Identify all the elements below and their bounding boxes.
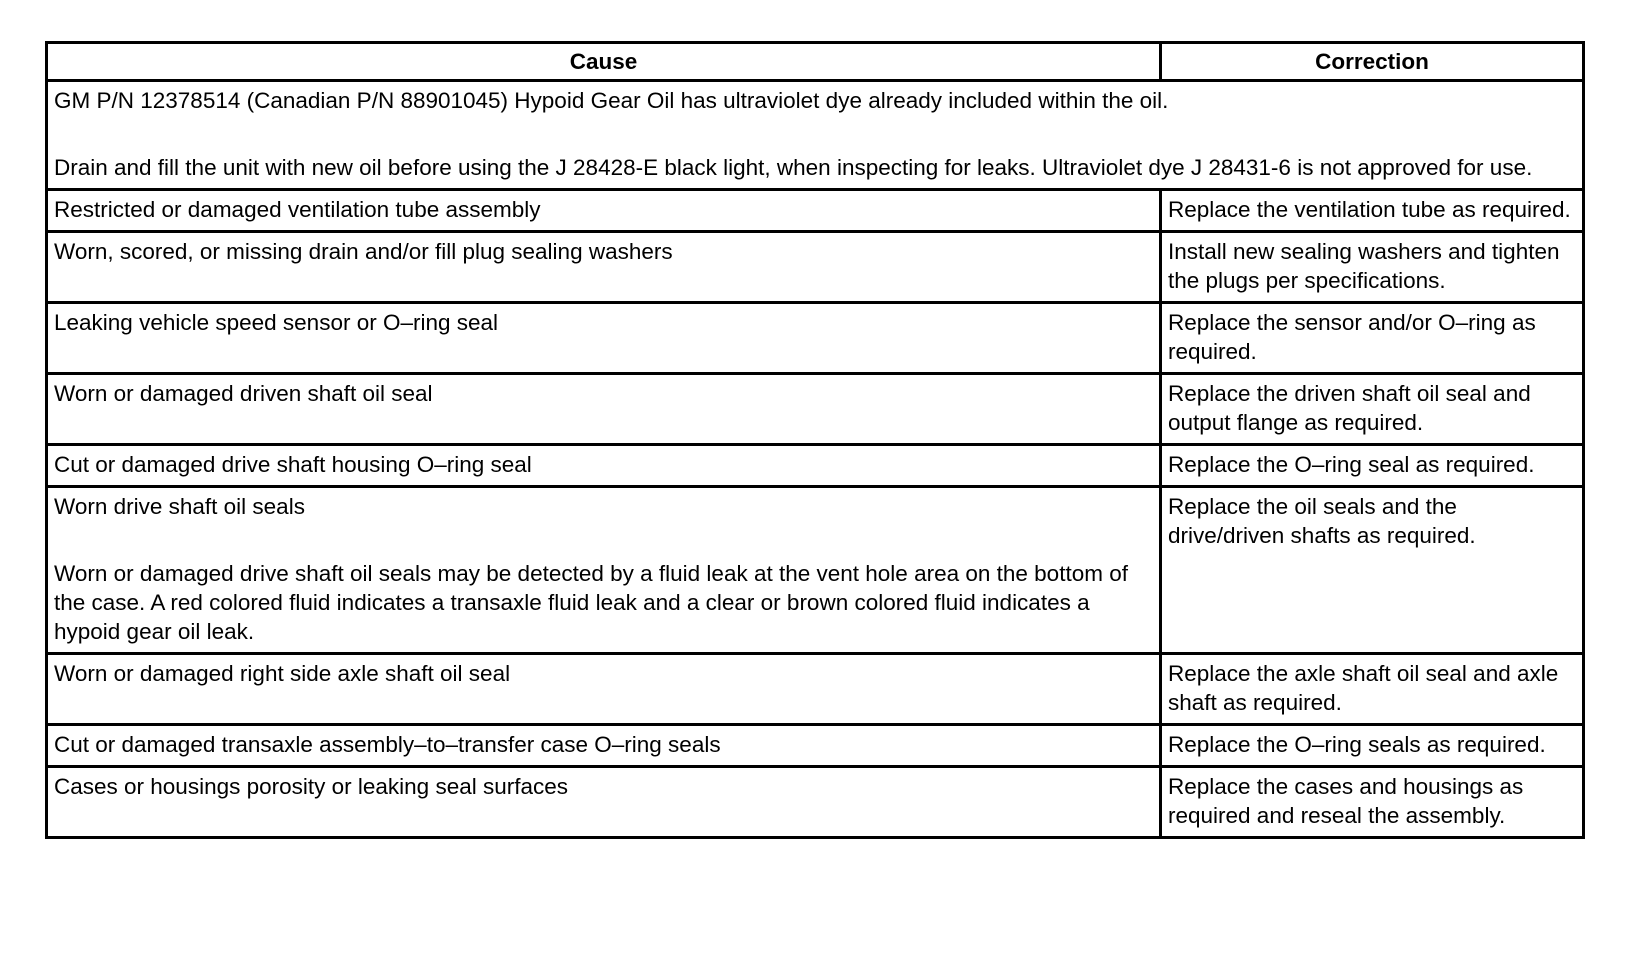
cause-cell: Restricted or damaged ventilation tube assembly	[47, 190, 1161, 232]
table-row	[47, 374, 1584, 445]
diagnostic-table	[45, 41, 1585, 839]
table-row	[47, 303, 1584, 374]
correction-cell: Replace the sensor and/or O–ring as required.	[1161, 303, 1584, 374]
note-row	[47, 81, 1584, 190]
cause-cell: Leaking vehicle speed sensor or O–ring seal	[47, 303, 1161, 374]
cause-cell: Worn, scored, or missing drain and/or fill plug sealing washers	[47, 232, 1161, 303]
cause-cell: Worn or damaged driven shaft oil seal	[47, 374, 1161, 445]
cause-cell	[47, 487, 1161, 654]
note-line-1: GM P/N 12378514 (Canadian P/N 88901045) Hypoid Gear Oil has ultraviolet dye already included within the oil.	[54, 88, 1169, 113]
cause-title: Worn drive shaft oil seals	[54, 494, 305, 519]
cause-detail: Worn or damaged drive shaft oil seals may be detected by a fluid leak at the vent hole area on the bottom of the case. A red colored fluid indicates a transaxle fluid leak and a clear or brown colored fluid indicates a hypoid gear oil leak.	[54, 561, 1128, 644]
table-row	[47, 487, 1584, 654]
cause-cell: Cut or damaged transaxle assembly–to–transfer case O–ring seals	[47, 725, 1161, 767]
table-row	[47, 232, 1584, 303]
correction-cell: Replace the oil seals and the drive/driven shafts as required.	[1161, 487, 1584, 654]
table-row	[47, 725, 1584, 767]
table-row	[47, 654, 1584, 725]
table-row	[47, 767, 1584, 838]
note-line-2: Drain and fill the unit with new oil before using the J 28428-E black light, when inspecting for leaks. Ultraviolet dye J 28431-6 is not approved for use.	[54, 155, 1533, 180]
correction-cell: Replace the ventilation tube as required.	[1161, 190, 1584, 232]
cause-cell: Cut or damaged drive shaft housing O–ring seal	[47, 445, 1161, 487]
header-row	[47, 43, 1584, 81]
correction-column-header: Correction	[1161, 43, 1584, 81]
cause-column-header: Cause	[47, 43, 1161, 81]
correction-cell: Replace the axle shaft oil seal and axle shaft as required.	[1161, 654, 1584, 725]
correction-cell: Replace the O–ring seal as required.	[1161, 445, 1584, 487]
correction-cell: Replace the O–ring seals as required.	[1161, 725, 1584, 767]
correction-cell: Replace the cases and housings as required and reseal the assembly.	[1161, 767, 1584, 838]
cause-cell: Cases or housings porosity or leaking seal surfaces	[47, 767, 1161, 838]
correction-cell: Replace the driven shaft oil seal and output flange as required.	[1161, 374, 1584, 445]
table-row	[47, 190, 1584, 232]
table-row	[47, 445, 1584, 487]
correction-cell: Install new sealing washers and tighten the plugs per specifications.	[1161, 232, 1584, 303]
note-cell	[47, 81, 1584, 190]
cause-cell: Worn or damaged right side axle shaft oil seal	[47, 654, 1161, 725]
